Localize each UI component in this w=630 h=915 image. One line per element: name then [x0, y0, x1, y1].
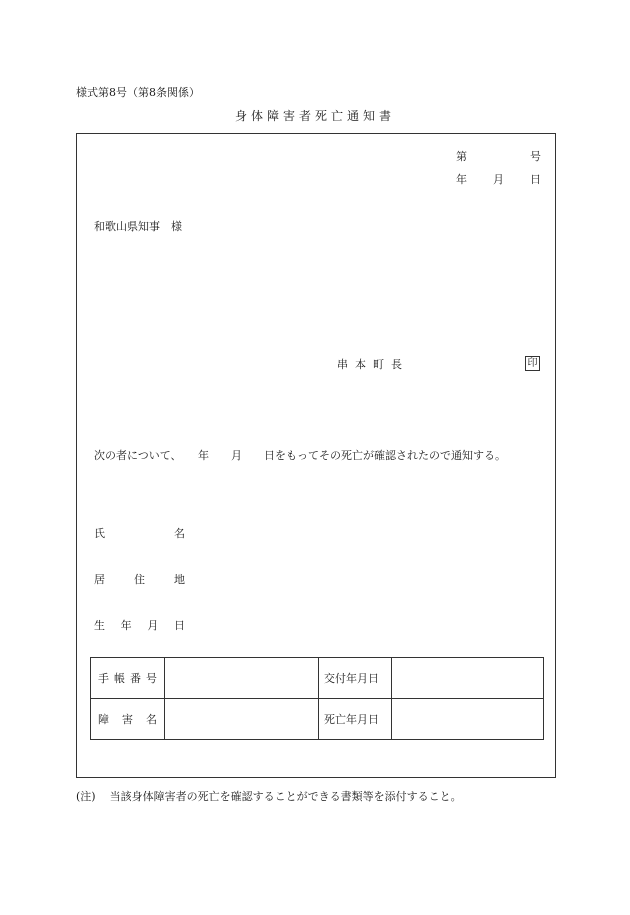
footnote-text: 当該身体障害者の死亡を確認することができる書類等を添付すること。 — [109, 790, 462, 803]
handbook-number-cell[interactable] — [165, 658, 319, 699]
table-row — [91, 658, 544, 699]
document-number-line — [456, 151, 541, 162]
issuer-name: 串本町長 — [337, 358, 409, 371]
notification-body-text: 次の者について、 年 月 日をもってその死亡が確認されたので通知する。 — [94, 449, 507, 462]
footnote-mark: (注) — [76, 790, 96, 803]
disability-name-cell[interactable] — [165, 699, 319, 740]
date-year-label: 年 — [456, 173, 467, 186]
field-label-address: 居 住 地 — [94, 573, 185, 586]
death-date-label: 死亡年月日 — [319, 699, 392, 740]
issue-date-label: 交付年月日 — [319, 658, 392, 699]
death-date-cell[interactable] — [392, 699, 544, 740]
field-label-birthdate: 生 年 月 日 — [94, 619, 185, 632]
disability-name-label: 障 害 名 — [91, 699, 165, 740]
issue-date-cell[interactable] — [392, 658, 544, 699]
footnote — [76, 791, 462, 802]
document-number-suffix: 号 — [530, 150, 541, 163]
document-number-prefix: 第 — [456, 150, 467, 163]
seal-mark: 印 — [525, 356, 540, 371]
info-table — [90, 657, 544, 740]
addressee: 和歌山県知事 様 — [94, 220, 182, 233]
form-number-label: 様式第8号（第8条関係） — [76, 86, 200, 99]
handbook-number-label: 手 帳 番 号 — [91, 658, 165, 699]
issue-date-line — [456, 174, 541, 185]
date-month-label: 月 — [493, 173, 504, 186]
field-label-name: 氏 名 — [94, 527, 185, 540]
date-day-label: 日 — [530, 173, 541, 186]
table-row — [91, 699, 544, 740]
document-title: 身体障害者死亡通知書 — [234, 109, 395, 123]
